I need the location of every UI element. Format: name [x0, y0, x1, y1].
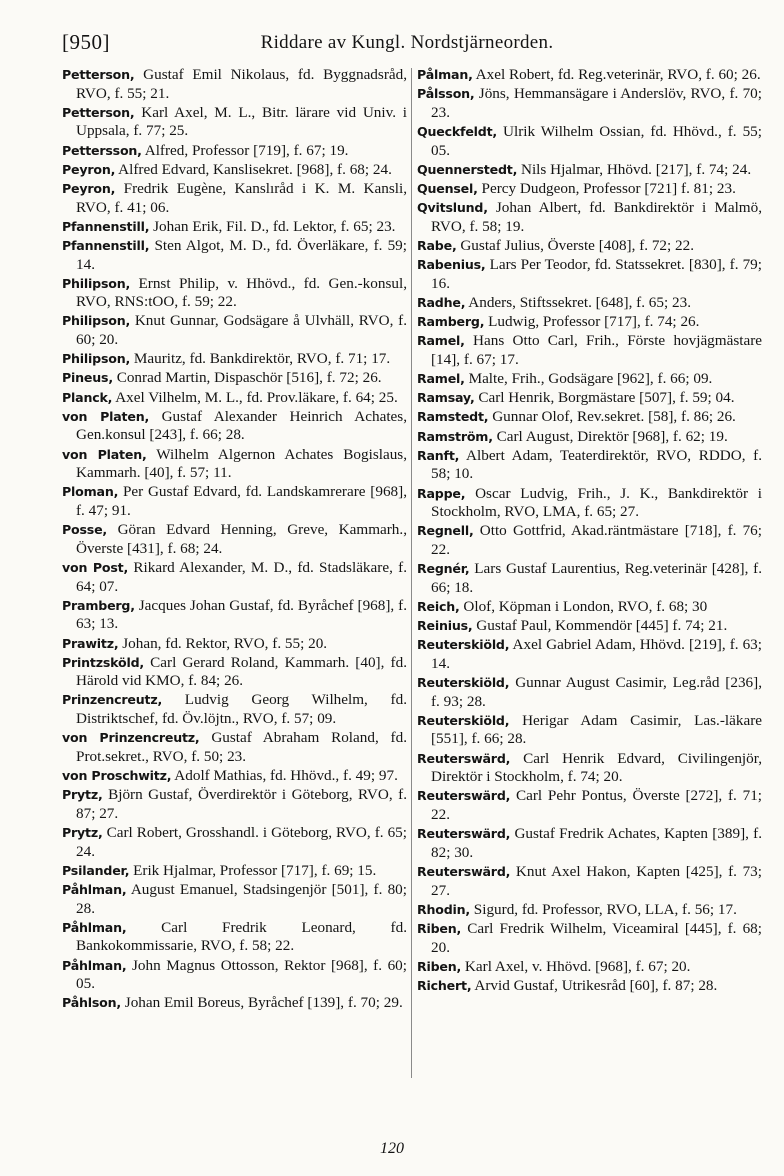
register-entry [417, 560, 762, 597]
entry-text: Rikard Alexander, M. D., fd. Stadsläkare, f. 64; 07. [76, 558, 408, 595]
register-entry [417, 199, 762, 236]
register-entry [417, 485, 762, 522]
entry-text: Carl Pehr Pontus, Överste [272], f. 71; 22. [431, 787, 763, 823]
entry-text: Gustaf Emil Nikolaus, fd. Byggnadsråd, RVO, f. 55; 21. [76, 66, 408, 102]
entry-text: Ludwig, Professor [717], f. 74; 26. [488, 313, 700, 331]
entry-name: Ramström, [417, 428, 493, 444]
register-entry [62, 957, 407, 994]
register-entry [417, 617, 762, 636]
register-entry [417, 674, 762, 711]
register-entry [62, 142, 407, 161]
entry-text: Sten Algot, M. D., fd. Överläkare, f. 59; 14. [76, 236, 407, 273]
entry-name: Prawitz, [62, 635, 119, 651]
entry-text: Olof, Köpman i London, RVO, f. 68; 30 [463, 597, 708, 615]
register-entry [417, 389, 762, 408]
entry-name: Radhe, [417, 294, 466, 310]
entry-text: Axel Robert, fd. Reg.veterinär, RVO, f. 60; 26. [475, 66, 761, 83]
entry-name: Reuterswärd, [417, 826, 511, 842]
entry-name: Pfannenstill, [62, 237, 150, 253]
entry-text: Johan, fd. Rektor, RVO, f. 55; 20. [122, 634, 328, 652]
register-entry [417, 428, 762, 447]
register-entry [417, 522, 762, 559]
entry-text: Jacques Johan Gustaf, fd. Byråchef [968], f. 63; 13. [76, 596, 407, 633]
entry-text: Fredrik Eugène, Kanslıråd i K. M. Kansli, RVO, f. 41; 06. [76, 179, 408, 216]
entry-name: Rappe, [417, 485, 466, 501]
entry-text: Otto Gottfrid, Akad.räntmästare [718], f. 76; 22. [431, 522, 762, 558]
entry-name: Reinius, [417, 618, 473, 634]
entry-text: Gustaf Alexander Heinrich Achates, Gen.konsul [243], f. 66; 28. [76, 407, 407, 444]
entry-name: Reuterswärd, [417, 863, 511, 879]
register-entry [62, 350, 407, 369]
register-entry [417, 958, 762, 977]
register-entry [62, 635, 407, 654]
entry-text: Carl Henrik Edvard, Civilingenjör, Direktör i Stockholm, f. 74; 20. [431, 749, 762, 786]
entry-name: von Proschwitz, [62, 768, 172, 784]
entry-text: Albert Adam, Teaterdirektör, RVO, RDDO, f. 58; 10. [431, 446, 762, 483]
entry-name: Pålsson, [417, 86, 475, 102]
entry-name: Ramsay, [417, 390, 475, 406]
register-entry [62, 180, 407, 217]
entry-name: Philipson, [62, 275, 131, 291]
entry-name: Ramel, [417, 333, 465, 349]
register-entry [62, 597, 407, 634]
entry-name: Peyron, [62, 180, 116, 196]
column-divider [411, 68, 412, 1078]
entry-name: Petterson, [62, 104, 135, 120]
register-entry [417, 598, 762, 617]
register-entry [62, 369, 407, 388]
entry-text: August Emanuel, Stadsingenjör [501], f. 80; 28. [76, 880, 407, 917]
register-entry [417, 313, 762, 332]
entry-name: Planck, [62, 389, 113, 405]
entry-name: Påhlson, [62, 995, 121, 1011]
register-entry [62, 161, 407, 180]
entry-text: Percy Dudgeon, Professor [721] f. 81; 23. [481, 179, 736, 197]
entry-name: Peyron, [62, 161, 116, 177]
running-head: Riddare av Kungl. Nordstjärneorden. [260, 32, 554, 53]
entry-text: Mauritz, fd. Bankdirektör, RVO, f. 71; 17. [133, 350, 391, 368]
register-entry [62, 104, 407, 141]
entry-text: Karl Axel, M. L., Bitr. lärare vid Univ. i Uppsala, f. 77; 25. [76, 103, 408, 140]
entry-text: Göran Edvard Henning, Greve, Kammarh., Överste [431], f. 68; 24. [76, 521, 407, 557]
register-entry [417, 712, 762, 749]
entry-name: Regnell, [417, 523, 474, 539]
register-entry [62, 446, 407, 483]
entry-name: von Platen, [62, 446, 147, 462]
entry-text: Arvid Gustaf, Utrikesråd [60], f. 87; 28. [474, 976, 718, 994]
page-folio: 120 [380, 1140, 404, 1157]
register-entry [417, 636, 762, 673]
register-entry [62, 312, 407, 349]
register-entry [62, 862, 407, 881]
entry-name: von Platen, [62, 408, 150, 424]
entry-text: Herigar Adam Casimir, Las.-läkare [551], f. 66; 28. [431, 711, 763, 748]
columns [62, 66, 762, 1126]
entry-text: Jöns, Hemmansägare i Anderslöv, RVO, f. 70; 23. [431, 85, 762, 121]
register-entry [62, 767, 407, 786]
register-entry [417, 85, 762, 122]
register-entry [417, 123, 762, 160]
entry-name: Reuterswärd, [417, 788, 511, 804]
register-entry [62, 237, 407, 274]
left-column [62, 66, 407, 1014]
register-entry [417, 901, 762, 920]
register-entry [62, 994, 407, 1013]
register-entry [62, 729, 407, 766]
entry-name: Pettersson, [62, 142, 142, 158]
entry-name: Pfannenstill, [62, 218, 150, 234]
entry-text: Gustaf Paul, Kommendör [445] f. 74; 21. [476, 617, 728, 635]
entry-text: Gustaf Abraham Roland, fd. Prot.sekret., RVO, f. 50; 23. [76, 729, 407, 765]
entry-name: Påhlman, [62, 881, 127, 897]
entry-text: Axel Vilhelm, M. L., fd. Prov.läkare, f. 64; 25. [115, 388, 398, 406]
entry-text: Björn Gustaf, Överdirektör i Göteborg, RVO, f. 87; 27. [76, 786, 408, 822]
entry-name: Queckfeldt, [417, 123, 498, 139]
register-entry [417, 750, 762, 787]
entry-text: Conrad Martin, Dispaschör [516], f. 72; 26. [116, 369, 382, 387]
register-entry [62, 389, 407, 408]
register-entry [62, 559, 407, 596]
entry-name: Ramberg, [417, 314, 485, 330]
register-entry [417, 863, 762, 900]
register-entry [417, 447, 762, 484]
entry-name: Ranft, [417, 447, 460, 463]
entry-name: Pineus, [62, 370, 113, 386]
register-entry [62, 521, 407, 558]
entry-name: Petterson, [62, 67, 135, 82]
register-entry [417, 256, 762, 293]
entry-text: Johan Albert, fd. Bankdirektör i Malmö, RVO, f. 58; 19. [431, 199, 762, 235]
entry-text: Per Gustaf Edvard, fd. Landskamrerare [968], f. 47; 91. [76, 483, 407, 519]
page-number: [950] [62, 30, 110, 54]
entry-text: Lars Gustaf Laurentius, Reg.veterinär [428], f. 66; 18. [431, 560, 762, 596]
register-entry [62, 275, 407, 312]
entry-name: von Post, [62, 559, 129, 575]
entry-name: Ploman, [62, 484, 119, 500]
entry-name: Printzsköld, [62, 654, 144, 670]
entry-text: Alfred Edvard, Kanslisekret. [968], f. 68; 24. [118, 160, 392, 178]
entry-text: Hans Otto Carl, Frih., Förste hovjägmästare [14], f. 67; 17. [431, 332, 762, 368]
entry-name: Quensel, [417, 180, 478, 196]
entry-text: Carl Henrik, Borgmästare [507], f. 59; 04. [478, 389, 735, 407]
register-entry [62, 483, 407, 520]
register-entry [62, 786, 407, 823]
entry-text: Carl Fredrik Leonard, fd. Bankokommissarie, RVO, f. 58; 22. [76, 918, 408, 955]
register-entry [417, 237, 762, 256]
register-entry [417, 294, 762, 313]
entry-text: Johan Erik, Fil. D., fd. Lektor, f. 65; 23. [153, 217, 396, 235]
entry-text: Ulrik Wilhelm Ossian, fd. Hhövd., f. 55; 05. [431, 122, 762, 159]
entry-name: Psilander, [62, 862, 130, 878]
entry-name: Ramstedt, [417, 409, 489, 425]
register-entry [417, 408, 762, 427]
entry-name: Philipson, [62, 351, 131, 367]
entry-name: Ramel, [417, 371, 465, 387]
entry-name: Prinzencreutz, [62, 692, 163, 708]
entry-text: Gustaf Fredrik Achates, Kapten [389], f. 82; 30. [431, 825, 762, 861]
entry-text: Karl Axel, v. Hhövd. [968], f. 67; 20. [464, 957, 691, 975]
register-entry [62, 218, 407, 237]
page-header [62, 30, 752, 58]
register-entry [417, 977, 762, 996]
entry-name: Pramberg, [62, 597, 135, 613]
entry-text: Gustaf Julius, Överste [408], f. 72; 22. [460, 236, 695, 254]
register-entry [62, 654, 407, 691]
entry-text: Nils Hjalmar, Hhövd. [217], f. 74; 24. [520, 160, 752, 178]
entry-text: John Magnus Ottosson, Rektor [968], f. 60; 05. [76, 956, 407, 993]
entry-text: Carl Gerard Roland, Kammarh. [40], fd. Härold vid KMO, f. 84; 26. [76, 653, 407, 690]
entry-name: Riben, [417, 958, 462, 974]
entry-text: Oscar Ludvig, Frih., J. K., Bankdirektör i Stockholm, RVO, LMA, f. 65; 27. [431, 484, 762, 521]
entry-text: Lars Per Teodor, fd. Statssekret. [830], f. 79; 16. [431, 256, 762, 292]
register-entry [417, 370, 762, 389]
entry-text: Carl Robert, Grosshandl. i Göteborg, RVO, f. 65; 24. [76, 824, 407, 860]
entry-name: Reuterskiöld, [417, 637, 510, 653]
register-entry [417, 920, 762, 957]
entry-text: Gunnar August Casimir, Leg.råd [236], f. 93; 28. [431, 674, 762, 710]
entry-name: Reuterswärd, [417, 750, 511, 766]
register-entry [417, 332, 762, 369]
entry-text: Anders, Stiftssekret. [648], f. 65; 23. [468, 293, 691, 311]
entry-name: Rhodin, [417, 901, 470, 917]
entry-text: Wilhelm Algernon Achates Bogislaus, Kammarh. [40], f. 57; 11. [76, 445, 407, 482]
entry-name: von Prinzencreutz, [62, 730, 200, 746]
register-entry [62, 919, 407, 956]
entry-text: Erik Hjalmar, Professor [717], f. 69; 15. [133, 861, 377, 879]
entry-name: Påhlman, [62, 957, 127, 973]
entry-text: Knut Axel Hakon, Kapten [425], f. 73; 27. [431, 862, 762, 899]
entry-name: Qvitslund, [417, 200, 488, 216]
entry-name: Rabenius, [417, 257, 486, 273]
register-entry [417, 180, 762, 199]
entry-name: Rabe, [417, 237, 457, 253]
entry-name: Richert, [417, 977, 472, 993]
register-entry [62, 691, 407, 728]
entry-name: Reuterskiöld, [417, 712, 510, 728]
entry-name: Philipson, [62, 313, 131, 329]
entry-text: Axel Gabriel Adam, Hhövd. [219], f. 63; 14. [431, 636, 762, 672]
entry-name: Regnér, [417, 561, 470, 577]
register-entry [417, 787, 762, 824]
register-entry [62, 824, 407, 861]
entry-text: Johan Emil Boreus, Byråchef [139], f. 70; 29. [124, 994, 403, 1012]
entry-name: Reuterskiöld, [417, 675, 510, 691]
entry-text: Knut Gunnar, Godsägare å Ulvhäll, RVO, f. 60; 20. [76, 312, 407, 349]
entry-text: Malte, Frih., Godsägare [962], f. 66; 09. [468, 370, 713, 388]
entry-name: Prytz, [62, 787, 103, 803]
entry-name: Reich, [417, 598, 460, 614]
entry-name: Pålman, [417, 67, 473, 82]
entry-name: Påhlman, [62, 919, 127, 935]
right-column [417, 66, 762, 996]
entry-name: Posse, [62, 522, 107, 538]
entry-text: Adolf Mathias, fd. Hhövd., f. 49; 97. [174, 767, 398, 785]
register-entry [417, 161, 762, 180]
register-entry [62, 881, 407, 918]
entry-text: Carl August, Direktör [968], f. 62; 19. [496, 427, 728, 445]
entry-name: Quennerstedt, [417, 161, 518, 177]
entry-text: Gunnar Olof, Rev.sekret. [58], f. 86; 26. [492, 408, 736, 426]
entry-text: Sigurd, fd. Professor, RVO, LLA, f. 56; 17. [473, 900, 737, 918]
register-entry [417, 66, 762, 85]
entry-text: Carl Fredrik Wilhelm, Viceamiral [445], f. 68; 20. [431, 919, 762, 956]
entry-name: Prytz, [62, 825, 103, 840]
entry-text: Ludvig Georg Wilhelm, fd. Distriktschef, fd. Öv.löjtn., RVO, f. 57; 09. [76, 691, 407, 728]
entry-text: Ernst Philip, v. Hhövd., fd. Gen.-konsul, RVO, RNS:tOO, f. 59; 22. [76, 274, 407, 311]
entry-name: Riben, [417, 920, 462, 936]
register-entry [417, 825, 762, 862]
register-entry [62, 66, 407, 103]
register-entry [62, 408, 407, 445]
entry-text: Alfred, Professor [719], f. 67; 19. [144, 141, 349, 159]
